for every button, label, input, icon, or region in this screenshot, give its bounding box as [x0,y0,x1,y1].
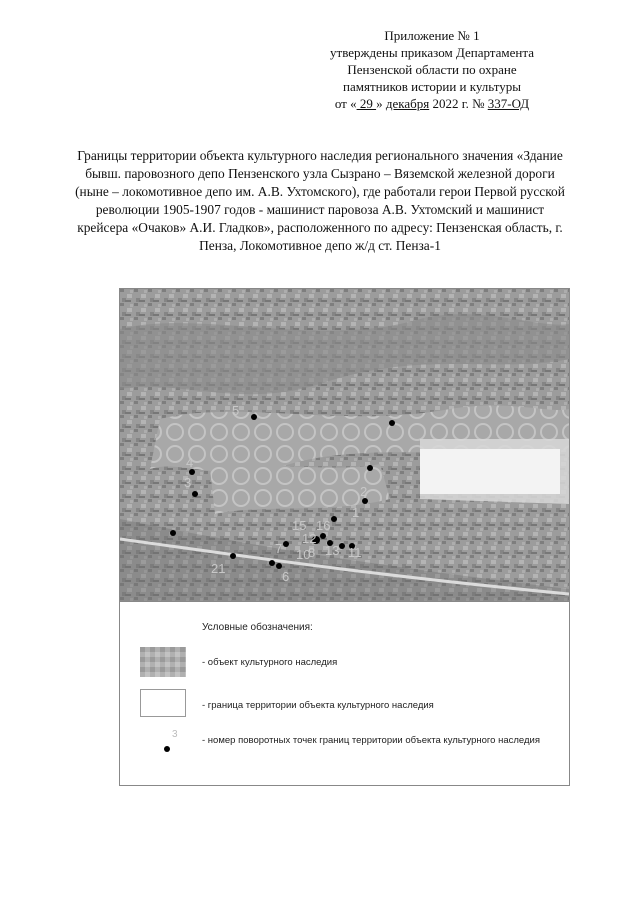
map-point-label: 13 [325,543,340,558]
map-point-label: 8 [308,545,316,560]
map-point-label: 7 [275,541,283,556]
document-title: Границы территории объекта культурного наследия регионального значения «Здание бывш. паровозного депо Пензенского узла Сызрано – Вяземской железной дороги (ныне – локомотивное депо им. А.В. Ухтомского), где работали герои Первой русской революции 1905-1907 годов - машинист паровоза А.В. Ухтомский и машинист крейсера «Очаков» А.И. Гладков», расположенного по адресу: Пензенская область, г. Пенза, Локомотивное депо ж/д ст. Пенза-1 [75,148,565,253]
date-prefix: от « [334,96,357,111]
legend-point-number: 3 [172,729,178,740]
boundary-map [119,288,570,602]
appendix-line-1: Приложение № 1 [384,28,480,43]
appendix-line-3: Пензенской области по охране [347,62,517,77]
date-year: 2022 г. № [429,96,488,111]
map-point-label: 4 [186,455,194,470]
appendix-block [282,27,582,112]
map-point-label: 21 [211,561,226,576]
map-point-label: 3 [184,475,192,490]
date-mid: » [376,96,386,111]
map-legend [119,600,570,786]
legend-item-territory-boundary: - граница территории объекта культурного наследия [202,700,434,711]
map-point-label: 11 [348,545,362,560]
map-point-label: 1 [352,505,360,520]
map-point-label: 5 [232,403,240,418]
turning-point-icon [164,746,170,752]
date-month: декабря [385,96,430,111]
map-point-label: 10 [296,547,311,562]
appendix-line-4: памятников истории и культуры [343,79,521,94]
map-point-label: 15 [292,518,307,533]
order-number: 337-ОД [487,96,530,111]
legend-item-turning-points: - номер поворотных точек границ территории объекта культурного наследия [202,735,540,746]
legend-item-heritage-object: - объект культурного наследия [202,657,338,668]
map-image [120,289,569,601]
legend-heading: Условные обозначения: [202,622,313,633]
appendix-line-2: утверждены приказом Департамента [330,45,534,60]
map-point-label: 2 [360,484,368,499]
date-day: 29 [356,96,377,111]
map-point-label: 6 [282,569,290,584]
map-point-label: 16 [316,518,331,533]
appendix-line-5 [282,95,582,112]
map-point-label: 12 [302,531,317,546]
heritage-object-swatch [140,647,186,677]
territory-boundary-swatch [140,689,186,717]
